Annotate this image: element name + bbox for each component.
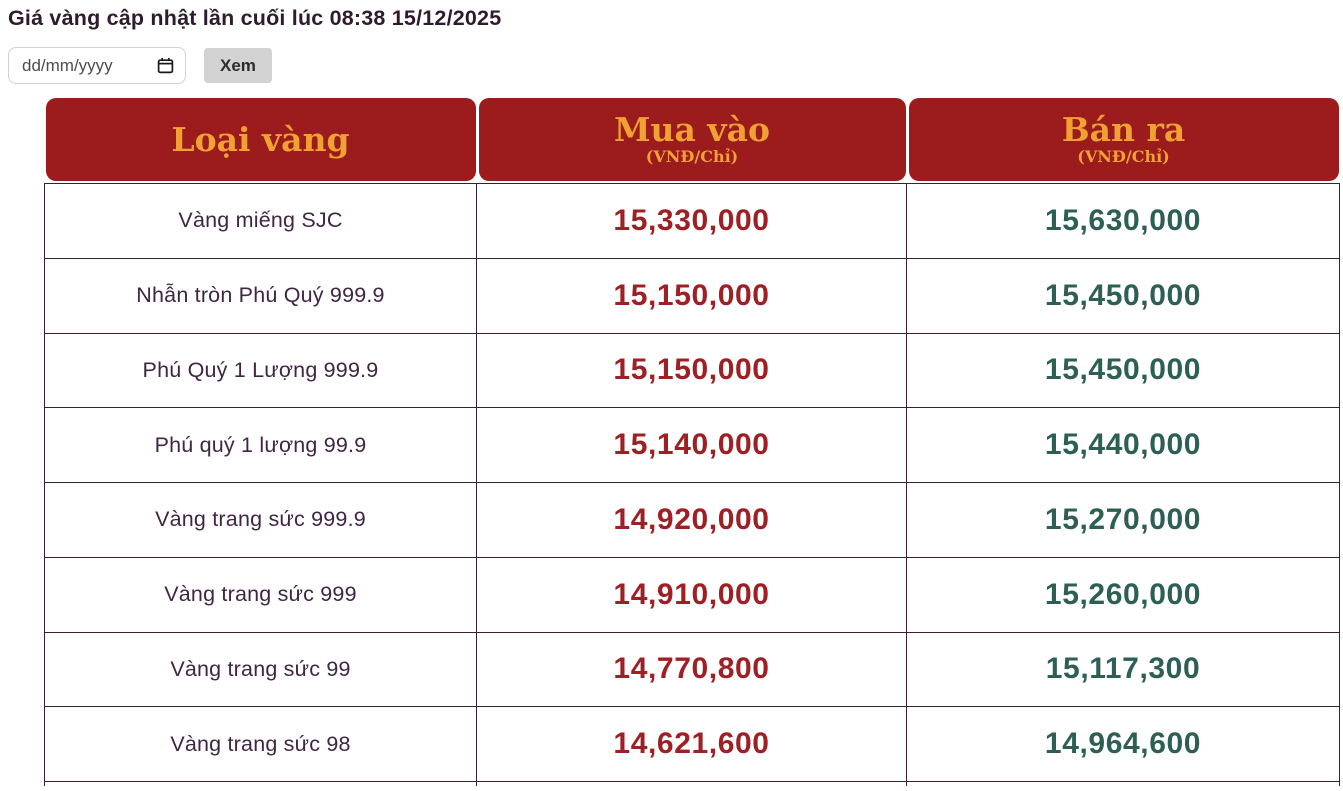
col-header-sell-label: Bán ra: [1061, 109, 1186, 149]
sell-price: 15,630,000: [1044, 203, 1202, 237]
table-body: [44, 183, 1340, 786]
buy-price: 14,920,000: [477, 483, 907, 557]
buy-price: 14,770,800: [477, 633, 907, 707]
table-header-row: [44, 98, 1340, 181]
table-row: [45, 633, 1339, 708]
sell-price: 14,964,600: [1044, 727, 1202, 761]
buy-price: [477, 782, 907, 786]
sell-price: 15,450,000: [1044, 278, 1202, 312]
sell-price: [907, 782, 1339, 786]
calendar-icon[interactable]: [157, 57, 174, 74]
col-header-buy: [479, 98, 906, 181]
date-filter-bar: [8, 47, 1343, 84]
buy-price: 14,910,000: [477, 558, 907, 632]
date-field-wrapper: [8, 47, 186, 84]
view-button[interactable]: Xem: [204, 48, 272, 83]
buy-price: 14,621,600: [477, 707, 907, 781]
gold-type: Vàng trang sức 999.9: [45, 483, 477, 557]
buy-price: 15,150,000: [477, 259, 907, 333]
gold-type: Vàng trang sức 999: [45, 558, 477, 632]
sell-price: 15,440,000: [1044, 428, 1202, 462]
gold-type: Phú Quý 1 Lượng 999.9: [45, 334, 477, 408]
buy-price: 15,330,000: [477, 184, 907, 258]
gold-price-table: [44, 98, 1340, 786]
gold-type: Vàng trang sức 98: [45, 707, 477, 781]
table-row-partial: [45, 782, 1339, 786]
table-row: [45, 184, 1339, 259]
table-row: [45, 483, 1339, 558]
gold-type: Vàng miếng SJC: [45, 184, 477, 258]
page-title: Giá vàng cập nhật lần cuối lúc 08:38 15/12/2025: [8, 6, 502, 30]
gold-type: [45, 782, 477, 786]
table-row: [45, 259, 1339, 334]
col-header-sell: [909, 98, 1339, 181]
sell-price: 15,450,000: [1044, 353, 1202, 387]
col-header-type: [46, 98, 476, 181]
col-header-sell-unit: (VNĐ/Chỉ): [1077, 147, 1170, 167]
buy-price: 15,140,000: [477, 408, 907, 482]
sell-price: 15,260,000: [1044, 577, 1202, 611]
sell-price: 15,270,000: [1044, 502, 1202, 536]
gold-type: Phú quý 1 lượng 99.9: [45, 408, 477, 482]
table-row: [45, 707, 1339, 782]
col-header-type-label: Loại vàng: [171, 119, 350, 159]
buy-price: 15,150,000: [477, 334, 907, 408]
gold-type: Vàng trang sức 99: [45, 633, 477, 707]
col-header-buy-label: Mua vào: [614, 109, 770, 149]
table-row: [45, 334, 1339, 409]
table-row: [45, 408, 1339, 483]
sell-price: 15,117,300: [1045, 652, 1201, 686]
col-header-buy-unit: (VNĐ/Chỉ): [645, 147, 739, 167]
gold-type: Nhẫn tròn Phú Quý 999.9: [45, 259, 477, 333]
table-row: [45, 558, 1339, 633]
